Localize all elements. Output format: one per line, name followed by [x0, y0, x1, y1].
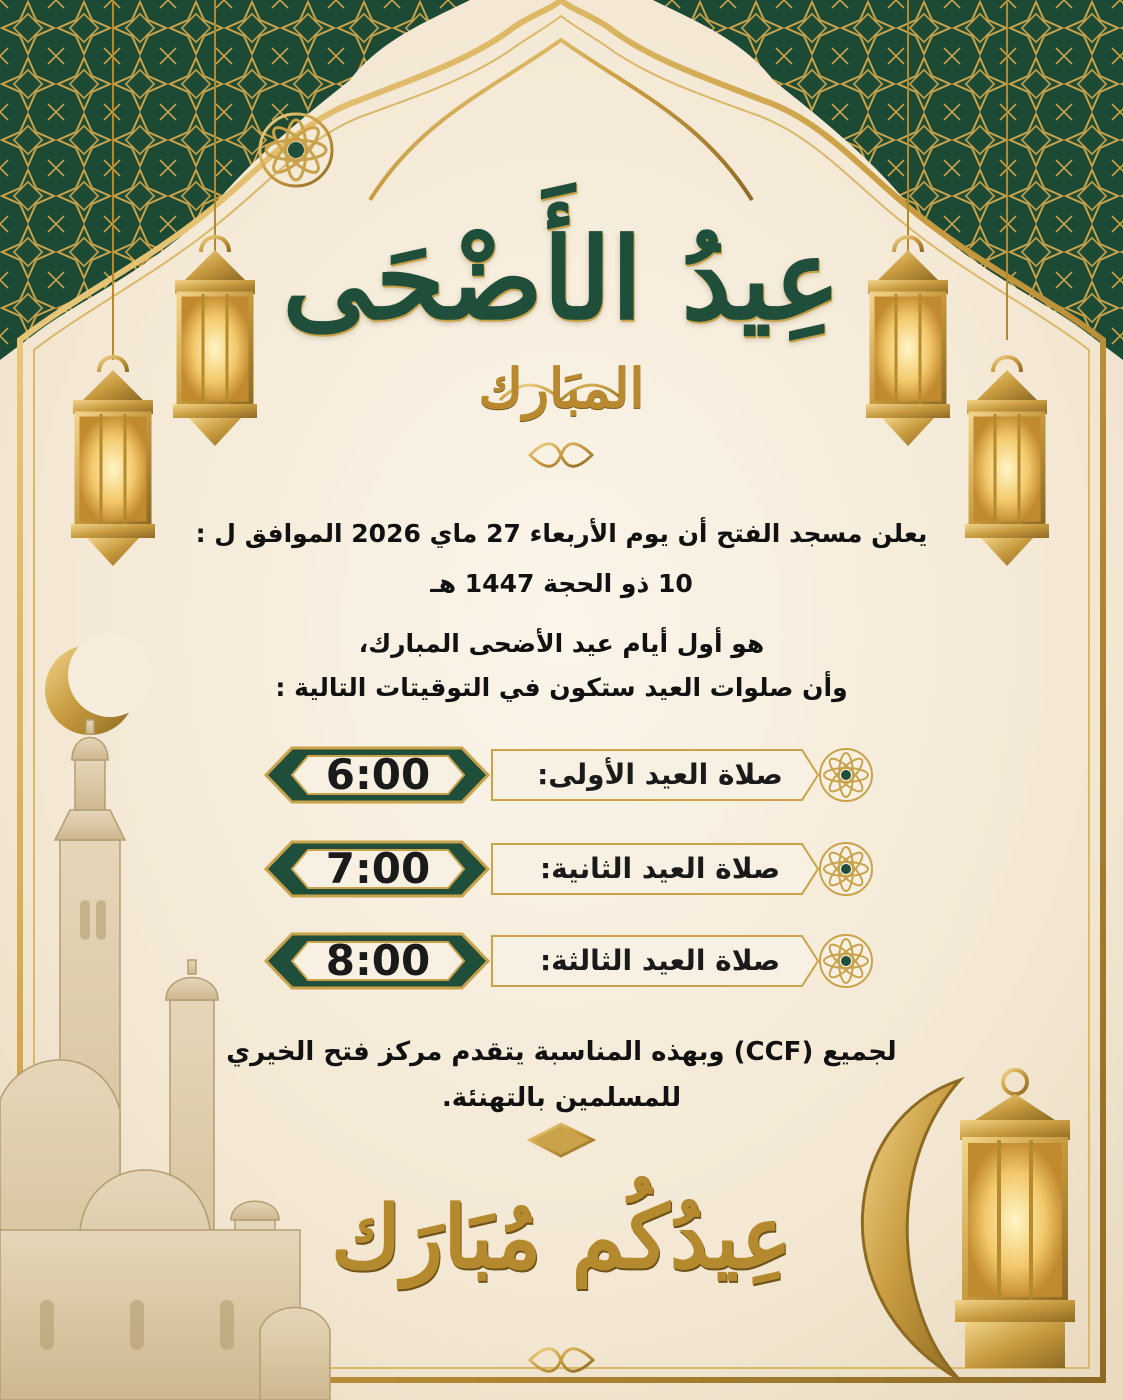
title-sub: المبَارك [478, 356, 645, 420]
prayer-row [262, 836, 892, 902]
prayer-time: 6:00 [325, 750, 431, 799]
prayer-row [262, 928, 892, 994]
prayer-label: صلاة العيد الأولى: [537, 758, 783, 791]
announcement-line-1: يعلن مسجد الفتح أن يوم الأربعاء 27 ماي 2026 الموافق ل : [195, 519, 928, 548]
prayer-row [262, 742, 892, 808]
announcement-line-3: هو أول أيام عيد الأضحى المبارك، [358, 629, 765, 658]
rosette-icon [820, 935, 872, 987]
greeting-line-1: لجميع (CCF) وبهذه المناسبة يتقدم مركز فتح الخيري [226, 1037, 897, 1067]
greeting-line-2: للمسلمين بالتهنئة. [441, 1083, 682, 1113]
announcement-line-2: 10 ذو الحجة 1447 هـ [430, 569, 693, 598]
title-main: عِيدُ الأَضْحَى [282, 214, 841, 345]
prayer-time: 8:00 [325, 936, 431, 985]
prayer-label: صلاة العيد الثالثة: [539, 944, 781, 977]
announcement-line-4: وأن صلوات العيد ستكون في التوقيتات التالية : [275, 673, 848, 702]
rosette-icon [820, 843, 872, 895]
prayer-time: 7:00 [325, 844, 431, 893]
closing-greeting: عِيدُكُم مُبَارَك [330, 1187, 793, 1288]
rosette-icon [820, 749, 872, 801]
prayer-label: صلاة العيد الثانية: [539, 852, 781, 885]
